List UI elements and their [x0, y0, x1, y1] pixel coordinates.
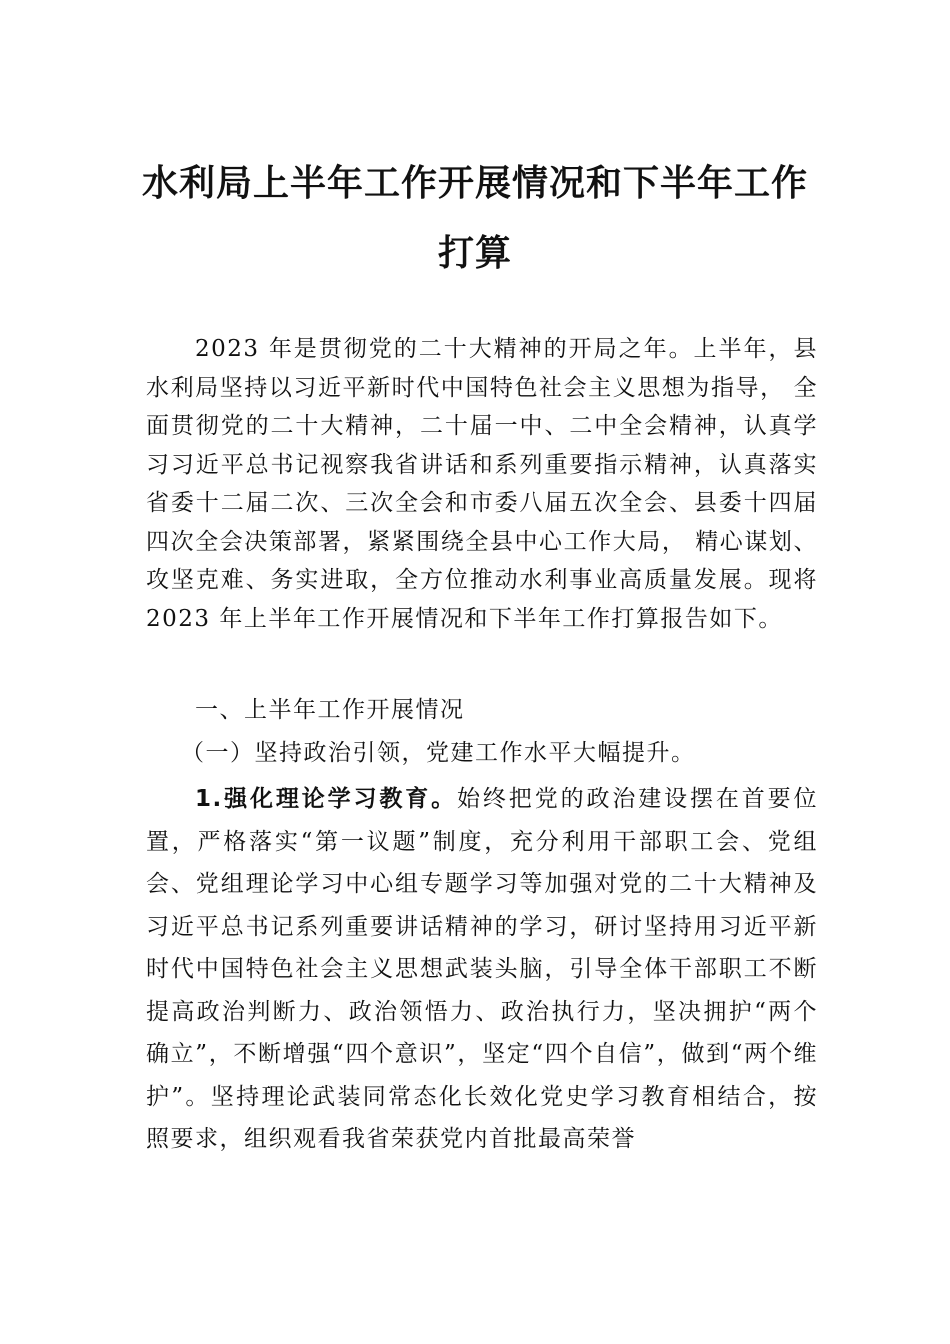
section-heading: 一、上半年工作开展情况 [195, 697, 465, 723]
document-title-line-1: 水利局上半年工作开展情况和下半年工作 [141, 163, 808, 204]
document-title-line-2: 打算 [437, 233, 512, 274]
item-paragraph [146, 778, 818, 1161]
item-body-text: 始终把党的政治建设摆在首要位置，严格落实“第一议题”制度，充分利用干部职工会、党组会、党组理论学习中心组专题学习等加强对党的二十大精神及习近平总书记系列重要讲话精神的学习，研讨坚持用习近平新时代中国特色社会主义思想武装头脑，引导全体干部职工不断提高政治判断力、政治领悟力、政治执行力，坚决拥护“两个确立”，不断增强“四个意识”，坚定“四个自信”，做到“两个维护”。坚持理论武装同常态化长效化党史学习教育相结合，按照要求，组织观看我省荣获党内首批最高荣誉 [146, 786, 818, 1152]
subsection-heading: （一）坚持政治引领，党建工作水平大幅提升。 [181, 740, 696, 766]
intro-paragraph: 2023 年是贯彻党的二十大精神的开局之年。上半年，县水利局坚持以习近平新时代中国特色社会主义思想为指导， 全面贯彻党的二十大精神，二十届一中、二中全会精神，认真学习习近平总书记视察我省讲话和系列重要指示精神，认真落实省委十二届二次、三次全会和市委八届五次全会、县委十四届四次全会决策部署，紧紧围绕全县中心工作大局， 精心谋划、攻坚克难、务实进取，全方位推动水利事业高质量发展。现将 2023 年上半年工作开展情况和下半年工作打算报告如下。 [146, 336, 818, 632]
item-lead-heading: 1.强化理论学习教育。 [195, 786, 458, 812]
